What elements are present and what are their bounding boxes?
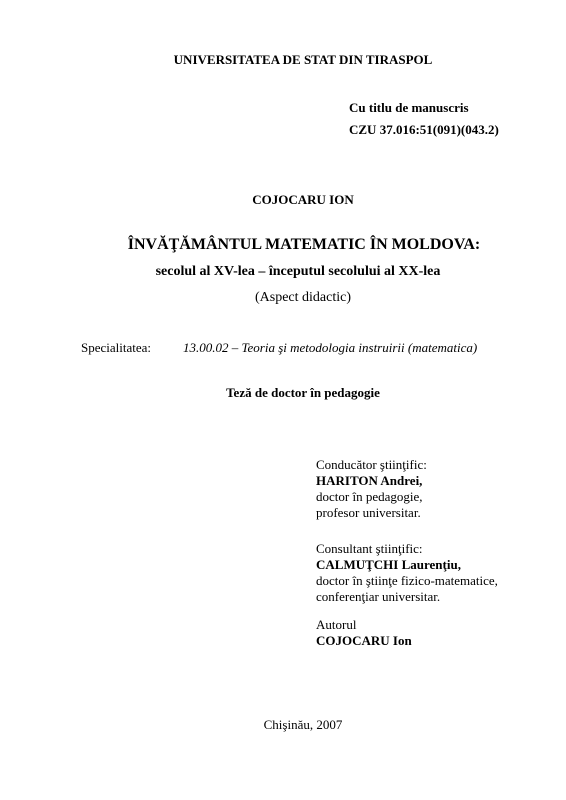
consultant-block <box>316 541 498 605</box>
consultant-title: conferenţiar universitar. <box>316 589 441 604</box>
supervisor-title: profesor universitar. <box>316 505 421 520</box>
thesis-subtitle: secolul al XV-lea – începutul secolului al XX-lea <box>155 264 441 279</box>
consultant-degree: doctor în ştiinţe fizico-matematice, <box>316 573 498 588</box>
author-block <box>316 617 412 649</box>
specialty-label: Specialitatea: <box>81 340 152 355</box>
thesis-type: Teză de doctor în pedagogie <box>226 385 380 400</box>
manuscript-block <box>349 97 499 141</box>
supervisor-name: HARITON Andrei, <box>316 473 423 488</box>
supervisor-role: Conducător ştiinţific: <box>316 457 427 472</box>
consultant-name: CALMUŢCHI Laurenţiu, <box>316 557 461 572</box>
supervisor-degree: doctor în pedagogie, <box>316 489 423 504</box>
manuscript-rights: Cu titlu de manuscris <box>349 100 469 115</box>
thesis-title: ÎNVĂŢĂMÂNTUL MATEMATIC ÎN MOLDOVA: <box>127 236 481 253</box>
author-role: Autorul <box>316 617 357 632</box>
author-block-name: COJOCARU Ion <box>316 633 412 648</box>
udc-code: CZU 37.016:51(091)(043.2) <box>349 122 499 137</box>
thesis-aspect: (Aspect didactic) <box>254 290 351 305</box>
author-name: COJOCARU ION <box>252 192 354 207</box>
consultant-role: Consultant ştiinţific: <box>316 541 423 556</box>
place-year: Chişinău, 2007 <box>263 717 343 732</box>
supervisor-block <box>316 457 427 521</box>
specialty-value: 13.00.02 – Teoria şi metodologia instruirii (matematica) <box>183 340 478 355</box>
university-name: UNIVERSITATEA DE STAT DIN TIRASPOL <box>173 52 433 67</box>
